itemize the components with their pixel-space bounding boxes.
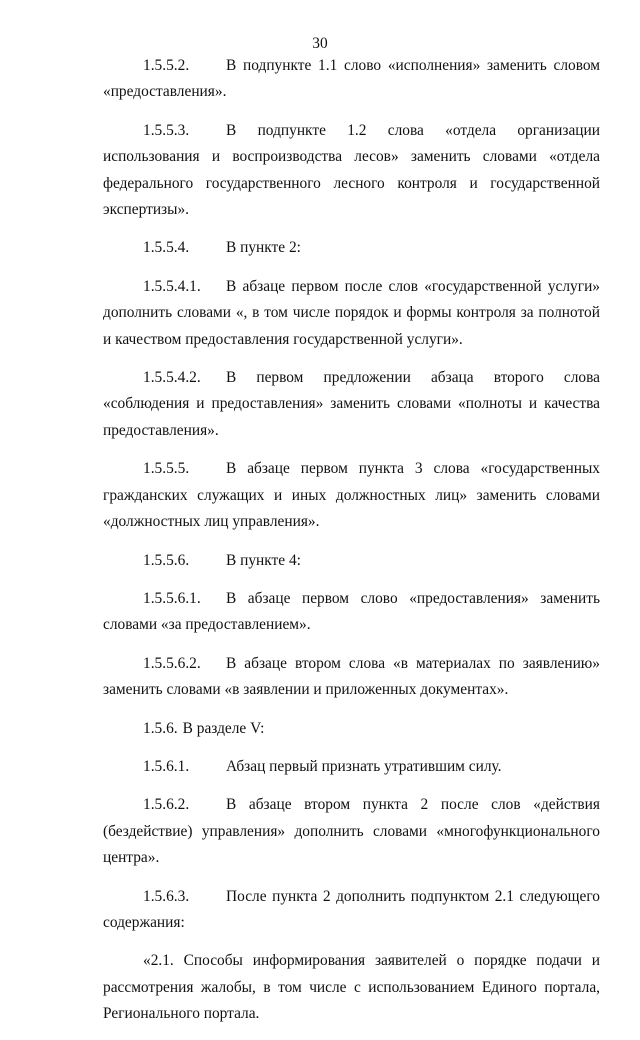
paragraph-1-5-6-3 bbox=[103, 884, 600, 937]
paragraph-text: В подпункте 1.2 слова «отдела организации использования и воспроизводства лесов» заменить словами «отдела федерального государственного лесного контроля и государственной экспертизы». bbox=[103, 121, 600, 219]
paragraph-text: В абзаце первом слово «предоставления» заменить словами «за предоставлением». bbox=[103, 589, 600, 634]
paragraph-number: 1.5.5.6.1. bbox=[143, 589, 201, 607]
paragraph-text: Абзац первый признать утратившим силу. bbox=[226, 757, 502, 775]
paragraph-text: В абзаце втором слова «в материалах по заявлению» заменить словами «в заявлении и приложенных документах». bbox=[103, 654, 600, 699]
paragraph-number: 1.5.5.3. bbox=[143, 121, 190, 139]
paragraph-text: «2.1. Способы информирования заявителей о порядке подачи и рассмотрения жалобы, в том числе с использованием Единого портала, Регионального портала. bbox=[103, 952, 600, 1023]
paragraph-1-5-5-6 bbox=[103, 548, 600, 574]
paragraph-number: 1.5.6.3. bbox=[143, 887, 190, 905]
paragraph-text: В абзаце первом после слов «государственной услуги» дополнить словами «, в том числе порядок и формы контроля за полнотой и качеством предоставления государственной услуги». bbox=[103, 277, 600, 348]
paragraph-number: 1.5.5.4.1. bbox=[143, 277, 201, 295]
paragraph-text: В подпункте 1.1 слово «исполнения» заменить словом «предоставления». bbox=[103, 57, 600, 101]
paragraph-text: В абзаце втором пункта 2 после слов «действия (бездействие) управления» дополнить словами «многофункционального центра». bbox=[103, 796, 600, 867]
paragraph-quoted-2-1 bbox=[103, 948, 600, 1027]
paragraph-1-5-6-1 bbox=[103, 754, 600, 780]
paragraph-1-5-5-5 bbox=[103, 456, 600, 535]
paragraph-text: В первом предложении абзаца второго слова «соблюдения и предоставления» заменить словами «полноты и качества предоставления». bbox=[103, 369, 600, 439]
paragraph-number: 1.5.5.2. bbox=[143, 57, 190, 74]
paragraph-number: 1.5.5.4. bbox=[143, 239, 190, 257]
paragraph-1-5-5-4 bbox=[103, 235, 600, 261]
paragraph-number: 1.5.6.1. bbox=[143, 757, 190, 775]
paragraph-text: После пункта 2 дополнить подпунктом 2.1 следующего содержания: bbox=[103, 887, 600, 931]
paragraph-number: 1.5.5.4.2. bbox=[143, 369, 201, 387]
paragraph-1-5-5-6-1 bbox=[103, 586, 600, 639]
paragraph-1-5-5-6-2 bbox=[103, 651, 600, 704]
paragraph-1-5-5-4-2 bbox=[103, 365, 600, 444]
paragraph-1-5-5-4-1 bbox=[103, 274, 600, 353]
page-number: 30 bbox=[312, 35, 328, 52]
paragraph-1-5-5-2 bbox=[103, 53, 600, 106]
paragraph-number: 1.5.5.5. bbox=[143, 460, 190, 478]
paragraph-number: 1.5.6.2. bbox=[143, 796, 190, 814]
paragraph-1-5-5-3 bbox=[103, 118, 600, 224]
paragraph-number: 1.5.5.6. bbox=[143, 551, 190, 569]
paragraph-number: 1.5.6. bbox=[143, 719, 178, 737]
paragraph-number: 1.5.5.6.2. bbox=[143, 654, 201, 672]
document-body bbox=[103, 53, 600, 1040]
paragraph-text: В абзаце первом пункта 3 слова «государственных гражданских служащих и иных должностных лиц» заменить словами «должностных лиц управления». bbox=[103, 460, 600, 531]
paragraph-text: В пункте 4: bbox=[226, 551, 301, 569]
paragraph-text: В пункте 2: bbox=[226, 239, 301, 257]
paragraph-text: В разделе V: bbox=[182, 719, 265, 737]
paragraph-1-5-6 bbox=[103, 716, 600, 742]
paragraph-1-5-6-2 bbox=[103, 792, 600, 871]
